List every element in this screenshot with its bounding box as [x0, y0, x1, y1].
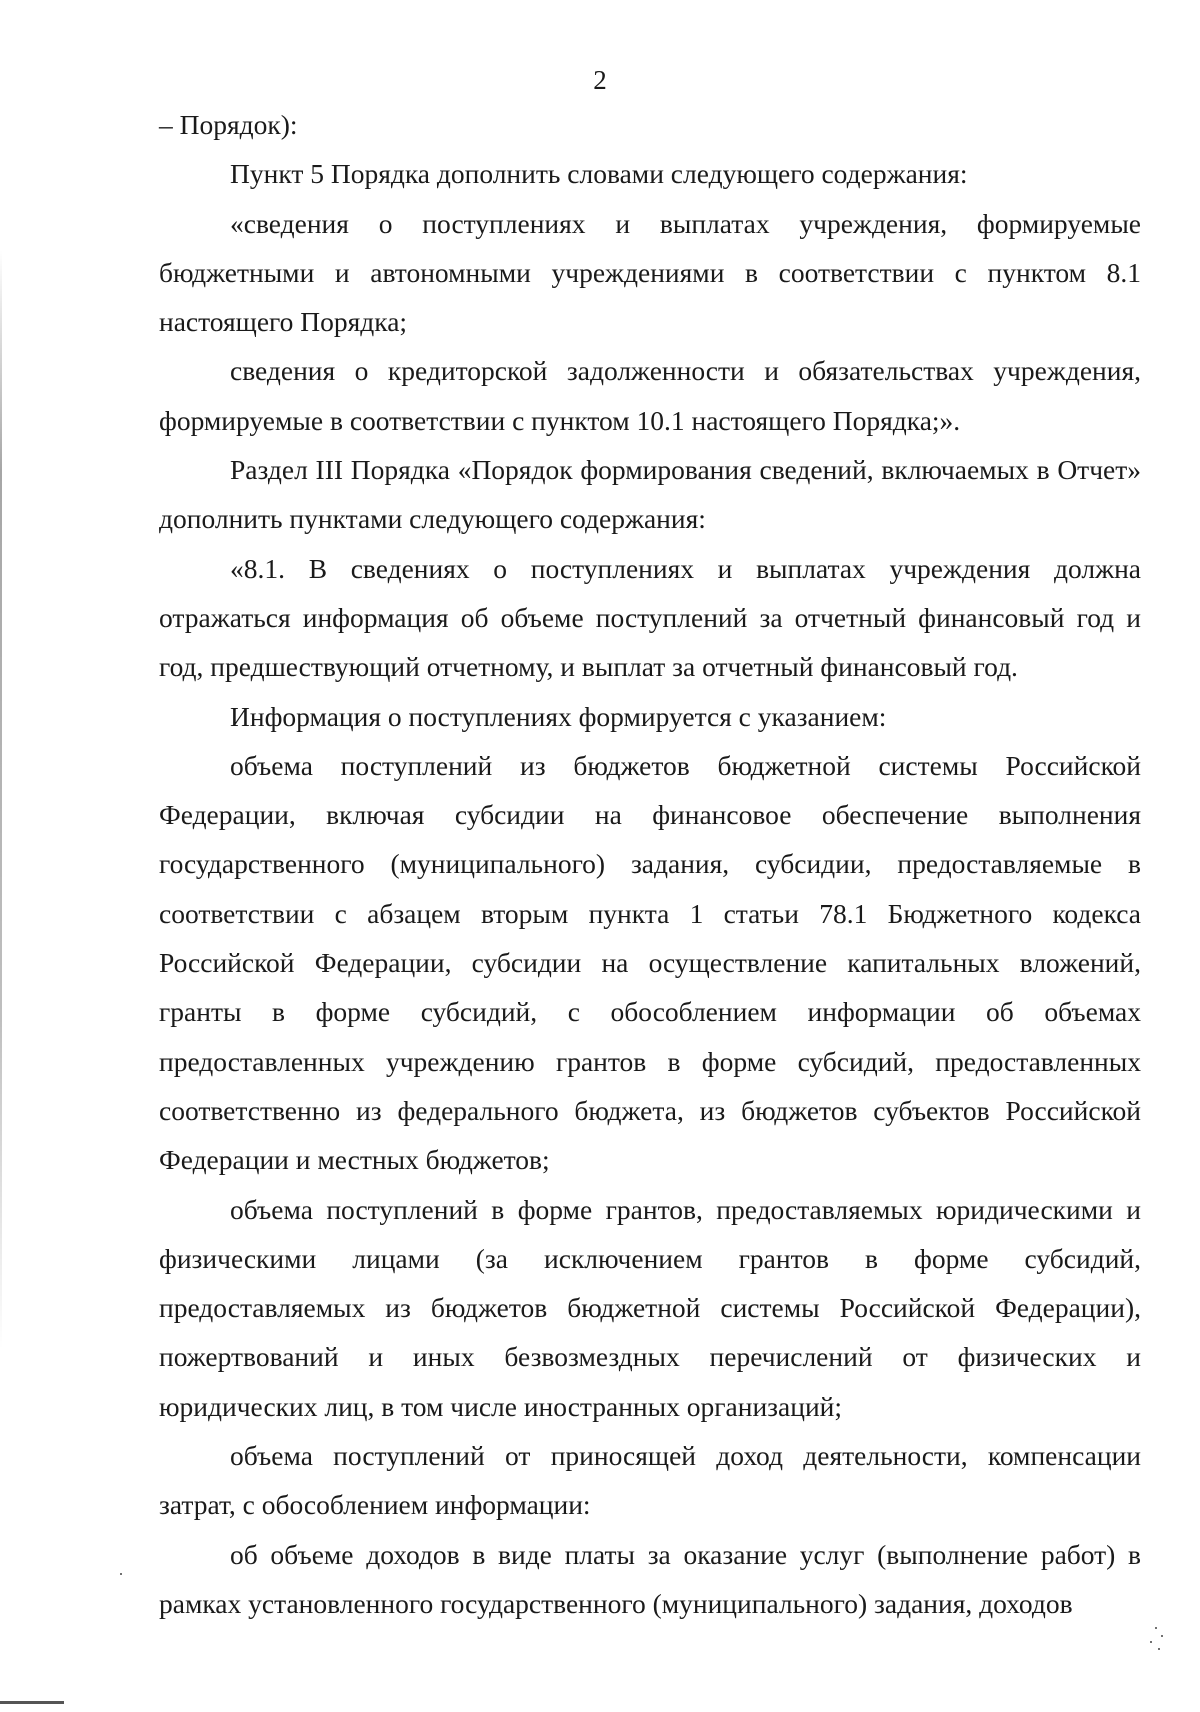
paragraph-5: Раздел III Порядка «Порядок формирования сведений, включаемых в Отчет» дополнить пунктами следующего содержания: — [159, 454, 1141, 535]
paragraph-10: объема поступлений от приносящей доход деятельности, компенсации затрат, с обособлением информации: — [159, 1440, 1141, 1521]
scan-speck — [1158, 1648, 1160, 1650]
paragraph-11: об объеме доходов в виде платы за оказание услуг (выполнение работ) в рамках установленного государственного (муниципального) задания, доходов — [159, 1538, 1141, 1619]
paragraph-3: «сведения о поступлениях и выплатах учреждения, формируемые бюджетными и автономными учреждениями в соответствии с пунктом 8.1 настоящего Порядка; — [159, 207, 1141, 338]
scan-speck — [1150, 1641, 1152, 1643]
scan-speck — [120, 1573, 122, 1575]
paragraph-1: – Порядок): — [159, 109, 298, 140]
scan-speck — [1155, 1627, 1157, 1629]
scan-edge-artifact — [0, 250, 2, 1350]
page-number: 2 — [593, 65, 607, 95]
paragraph-4: сведения о кредиторской задолженности и обязательствах учреждения, формируемые в соответствии с пунктом 10.1 настоящего Порядка;». — [159, 355, 1141, 436]
paragraph-7: Информация о поступлениях формируется с указанием: — [230, 700, 887, 732]
scan-speck — [1161, 1635, 1163, 1637]
document-body — [159, 100, 1141, 1628]
paragraph-2: Пункт 5 Порядка дополнить словами следующего содержания: — [230, 158, 968, 190]
paragraph-9: объема поступлений в форме грантов, предоставляемых юридическими и физическими лицами (за исключением грантов в форме субсидий, предоставляемых из бюджетов бюджетной системы Российской Федерации), пожертвований и иных безвозмездных перечислений от физических и юридических лиц, в том числе иностранных организаций; — [159, 1193, 1141, 1422]
paragraph-6: «8.1. В сведениях о поступлениях и выплатах учреждения должна отражаться информация об объеме поступлений за отчетный финансовый год и год, предшествующий отчетному, и выплат за отчетный финансовый год. — [159, 552, 1141, 683]
paragraph-8: объема поступлений из бюджетов бюджетной системы Российской Федерации, включая субсидии на финансовое обеспечение выполнения государственного (муниципального) задания, субсидии, предоставляемые в соответствии с абзацем вторым пункта 1 статьи 78.1 Бюджетного кодекса Российской Федерации, субсидии на осуществление капитальных вложений, гранты в форме субсидий, с обособлением информации об объемах предоставленных учреждению грантов в форме субсидий, предоставленных соответственно из федерального бюджета, из бюджетов субъектов Российской Федерации и местных бюджетов; — [159, 749, 1141, 1176]
scan-bottom-mark — [0, 1701, 64, 1704]
